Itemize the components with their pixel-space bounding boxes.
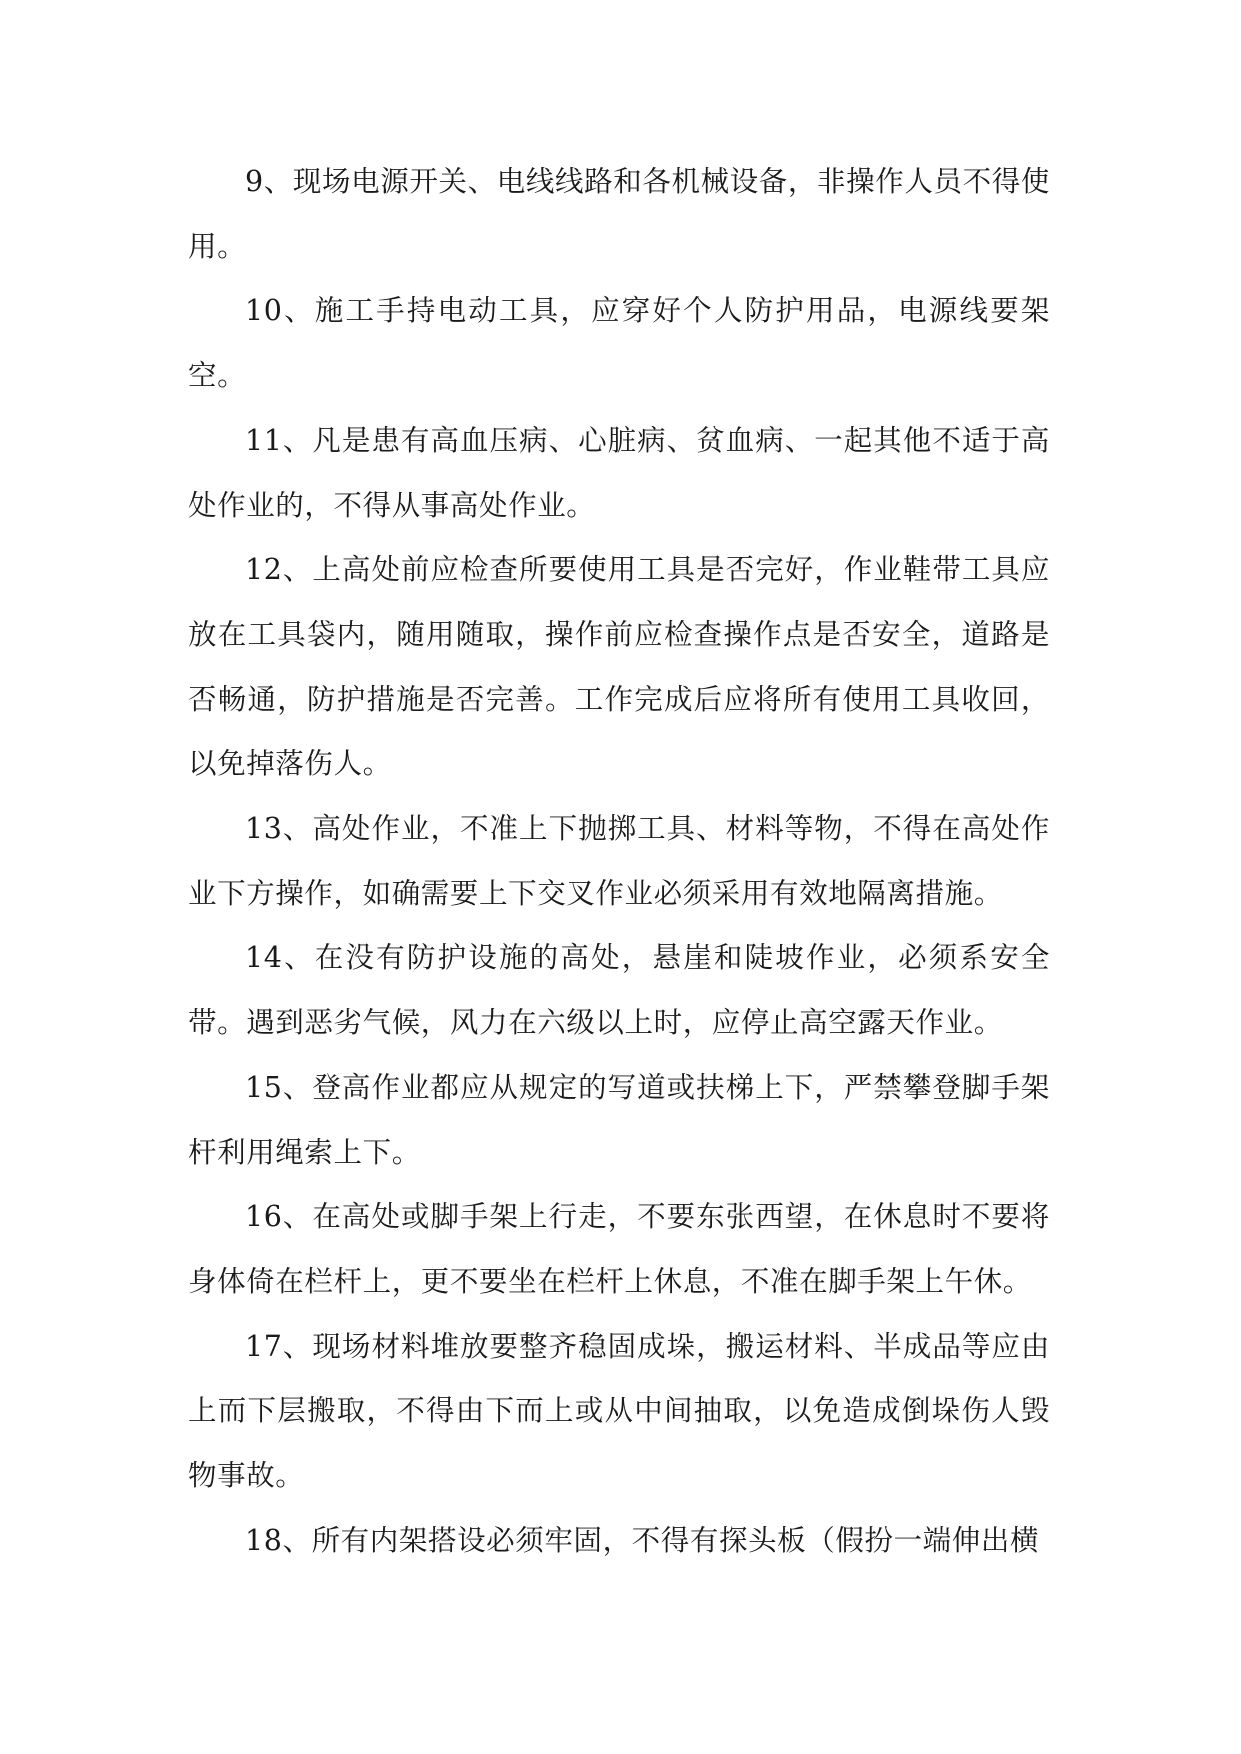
paragraph-item-10: 10、施工手持电动工具，应穿好个人防护用品，电源线要架空。 — [188, 294, 1050, 393]
paragraph-item-18: 18、所有内架搭设必须牢固，不得有探头板（假扮一端伸出横 — [245, 1523, 1040, 1557]
paragraph-item-9: 9、现场电源开关、电线线路和各机械设备，非操作人员不得使用。 — [188, 165, 1050, 263]
paragraph-item-12: 12、上高处前应检查所要使用工具是否完好，作业鞋带工具应放在工具袋内，随用随取，操作前应检查操作点是否安全，道路是否畅通，防护措施是否完善。工作完成后应将所有使用工具收回，以免掉落伤人。 — [188, 553, 1050, 781]
paragraph-item-15: 15、登高作业都应从规定的写道或扶梯上下，严禁攀登脚手架杆利用绳索上下。 — [188, 1070, 1050, 1169]
paragraph-item-14: 14、在没有防护设施的高处，悬崖和陡坡作业，必须系安全带。遇到恶劣气候，风力在六级以上时，应停止高空露天作业。 — [188, 941, 1050, 1040]
paragraph-item-11: 11、凡是患有高血压病、心脏病、贫血病、一起其他不适于高处作业的，不得从事高处作业。 — [188, 423, 1050, 522]
document-body — [188, 150, 1050, 1573]
paragraph-item-16: 16、在高处或脚手架上行走，不要东张西望，在休息时不要将身体倚在栏杆上，更不要坐在栏杆上休息，不准在脚手架上午休。 — [188, 1200, 1050, 1298]
paragraph-item-13: 13、高处作业，不准上下抛掷工具、材料等物，不得在高处作业下方操作，如确需要上下交叉作业必须采用有效地隔离措施。 — [188, 812, 1050, 910]
paragraph-item-17: 17、现场材料堆放要整齐稳固成垛，搬运材料、半成品等应由上而下层搬取，不得由下而上或从中间抽取，以免造成倒垛伤人毁物事故。 — [188, 1329, 1050, 1493]
